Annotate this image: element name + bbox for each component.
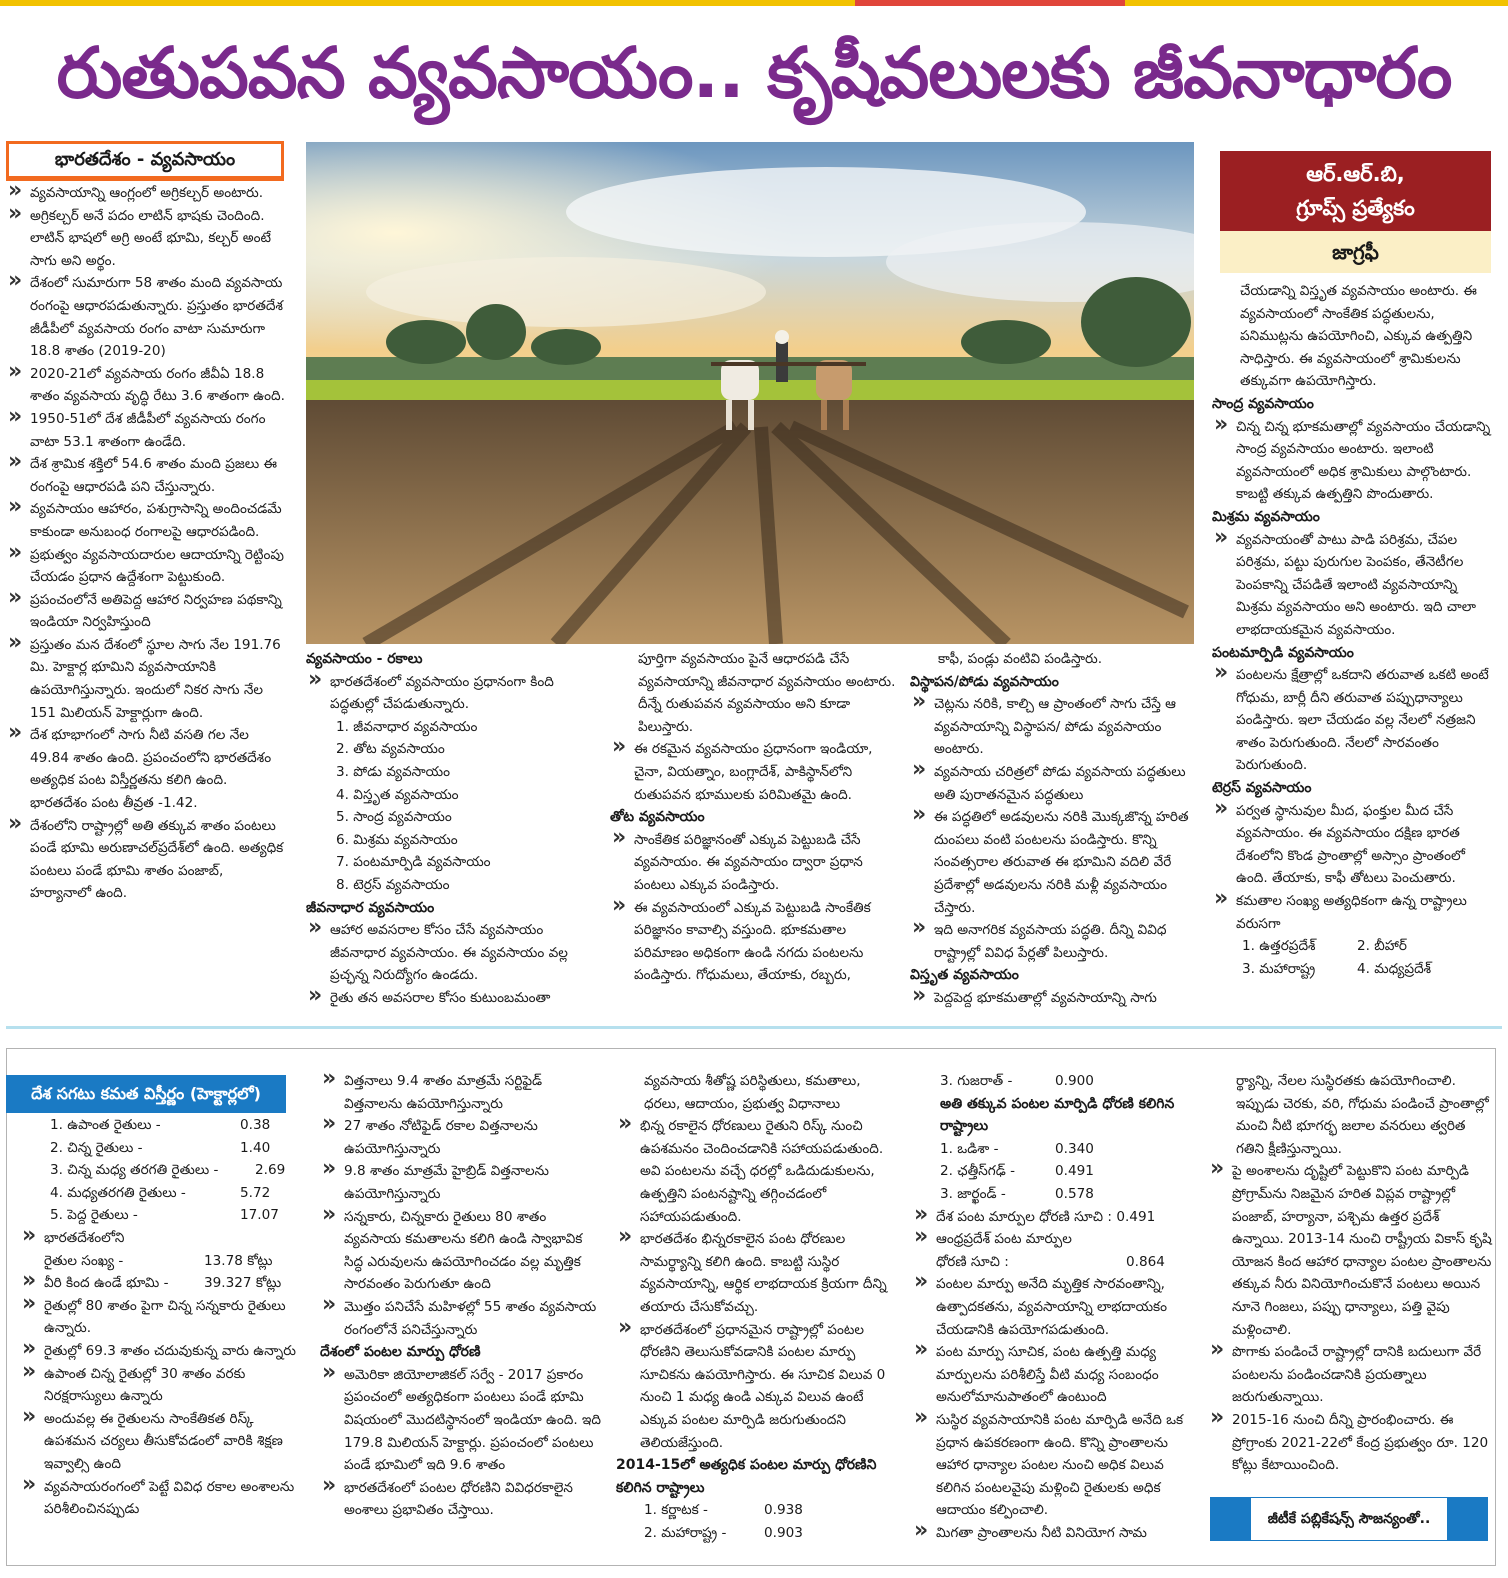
list-item: » భారతదేశంలో పంటల ధోరణిని వివిధరకాలైన అంశాలు ప్రభావితం చేస్తాయి. — [320, 1477, 604, 1522]
avg-holding-size-tag: దేశ సగటు కమత విస్తీర్ణం (హెక్టార్లలో) — [6, 1075, 286, 1113]
list-item: » భారతదేశంలో ప్రధానమైన రాష్ట్రాల్లో పంటల ధోరణిని తెలుసుకోవడానికి పంటల మార్పు సూచికను ఉపయోగిస్తారు. ఈ సూచిక విలువ 0 నుంచి 1 మధ్య ఉండి ఎక్కువ విలువ ఉంటే ఎక్కువ పంటల మార్పిడి జరుగుతుందని తెలియజేస్తుంది. — [616, 1319, 900, 1455]
list-item: » భారతదేశం భిన్నరకాలైన పంట ధోరణుల సామర్థ్యాన్ని కలిగి ఉంది. కాబట్టి సుస్థిర వ్యవసాయాన్ని, ఆర్థిక లాభదాయక క్రియగా దీన్ని తయారు చేసుకోవచ్చు. — [616, 1228, 900, 1318]
column-crop-diversification — [616, 1070, 900, 1544]
section-heading: తోట వ్యవసాయం — [610, 809, 705, 826]
list-item: » చిన్న చిన్న భూకమతాల్లో వ్యవసాయం చేయడాన్ని సాంద్ర వ్యవసాయం అంటారు. ఇలాంటి వ్యవసాయంలో అధిక శ్రామికులు పాల్గొంటారు. కాబట్టి తక్కువ ఉత్పత్తిని పొందుతారు. — [1212, 416, 1494, 506]
column-india-agriculture — [6, 182, 286, 905]
list-item: » మొత్తం పనిచేసే మహిళల్లో 55 శాతం వ్యవసాయ రంగంలోనే పనిచేస్తున్నారు — [320, 1296, 604, 1341]
table-row: 3. జార్ఖండ్ - 0.578 — [940, 1185, 1094, 1202]
list-item: » ఈ రకమైన వ్యవసాయం ప్రధానంగా ఇండియా, చైనా, వియత్నాం, బంగ్లాదేశ్, పాకిస్థాన్‌లోని రుతుపవన భూములకు పరిమితమై ఉంది. — [610, 738, 896, 806]
type-item: 7. పంటమార్పిడి వ్యవసాయం — [336, 854, 491, 871]
list-item: » 2015-16 నుంచి దీన్ని ప్రారంభించారు. ఈ ప్రోగ్రాంకు 2021-22లో కేంద్ర ప్రభుత్వం రూ. 120 కోట్లు కేటాయించింది. — [1208, 1409, 1492, 1477]
list-item: » వ్యవసాయంతో పాటు పాడి పరిశ్రమ, చేపల పరిశ్రమ, పట్టు పురుగుల పెంపకం, తేనెటీగల పెంపకాన్ని చేపడితే ఇలాంటి వ్యవసాయాన్ని మిశ్రమ వ్యవసాయం అని అంటారు. ఇది చాలా లాభదాయకమైన వ్యవసాయం. — [1212, 529, 1494, 642]
table-row: 4. మధ్యతరగతి రైతులు - 5.72 — [50, 1184, 271, 1201]
list-item: » భిన్న రకాలైన ధోరణులు రైతుని రిస్క్ నుంచి ఉపశమనం చెందించడానికి సహాయపడుతుంది. అవి పంటలను వచ్చే ధరల్లో ఒడిదుడుకులను, ఉత్పత్తిని పంటనష్టాన్ని తగ్గించడంలో సహాయపడుతుంది. — [616, 1115, 900, 1228]
list-item: » ఇది అనాగరిక వ్యవసాయ పద్ధతి. దీన్ని వివిధ రాష్ట్రాల్లో వివిధ పేర్లతో పిలుస్తారు. — [910, 919, 1196, 964]
list-item: » 2020-21లో వ్యవసాయ రంగం జీవీఏ 18.8 శాతం వ్యవసాయ వృద్ధి రేటు 3.6 శాతంగా ఉంది. — [6, 363, 286, 408]
list-item: » దేశంలోని రాష్ట్రాల్లో అతి తక్కువ శాతం పంటలు పండే భూమి అరుణాచల్‌ప్రదేశ్‌లో ఉంది. అత్యధిక పంటలు పండే భూమి శాతం పంజాబ్, హర్యానాలో ఉంది. — [6, 815, 286, 905]
table-row: 1. ఉపాంత రైతులు - 0.38 — [50, 1117, 271, 1133]
column-agriculture-types — [306, 648, 596, 1010]
list-item: » పై అంశాలను దృష్టిలో పెట్టుకొని పంట మార్పిడి ప్రోగ్రామ్‌ను నిజమైన హరిత విప్లవ రాష్ట్రాల్లో పంజాబ్, హర్యానా, పశ్చిమ ఉత్తర ప్రదేశ్ ఉన్నాయి. 2013-14 నుంచి రాష్ట్రీయ వికాస్ కృషి యోజన కింద ఆహార ధాన్యాల పంటల ప్రాంతాలను తక్కువ నీరు వినియోగించుకొనే పంటలు అయిన నూనె గింజలు, పప్పు ధాన్యాలు, పత్తి వైపు మళ్లించాలి. — [1208, 1160, 1492, 1341]
list-item: » వ్యవసాయరంగంలో పెట్టే వివిధ రకాల అంశాలను పరిశీలించినప్పుడు — [20, 1476, 300, 1521]
list-item: » ఆహార అవసరాల కోసం చేసే వ్యవసాయం జీవనాధార వ్యవసాయం. ఈ వ్యవసాయం వల్ల ప్రచ్ఛన్న నిరుద్యోగం ఉండదు. — [306, 919, 596, 987]
list-item: » వ్యవసాయం ఆహారం, పశుగ్రాసాన్ని అందించడమే కాకుండా అనుబంధ రంగాలపై ఆధారపడింది. — [6, 498, 286, 543]
column-crop-programme — [1208, 1070, 1492, 1477]
list-item: » దేశ శ్రామిక శక్తిలో 54.6 శాతం మంది ప్రజలు ఈ రంగంపై ఆధారపడి పని చేస్తున్నారు. — [6, 453, 286, 498]
list-item: » విత్తనాలు 9.4 శాతం మాత్రమే సర్టిఫైడ్ విత్తనాలను ఉపయోగిస్తున్నారు — [320, 1070, 604, 1115]
top-red-accent — [855, 0, 1125, 6]
section-heading: టెర్రస్ వ్యవసాయం — [1212, 780, 1312, 797]
list-item: » పంటల మార్పు అనేది మృత్తిక సారవంతాన్ని, ఉత్పాదకతను, వ్యవసాయాన్ని లాభదాయకం చేయడానికి ఉపయోగపడుతుంది. — [912, 1273, 1198, 1341]
paragraph: వ్యవసాయ శీతోష్ణ పరిస్థితులు, కమతాలు, ధరలు, ఆదాయం, ప్రభుత్వ విధానాలు — [644, 1073, 861, 1112]
list-item: » 1950-51లో దేశ జీడీపీలో వ్యవసాయ రంగం వాటా 53.1 శాతంగా ఉండేది. — [6, 408, 286, 453]
type-item: 6. మిశ్రమ వ్యవసాయం — [336, 831, 458, 848]
list-item: » భారతదేశంలో వ్యవసాయం ప్రధానంగా కింది పద్ధతుల్లో చేపడుతున్నారు. — [306, 671, 596, 716]
list-item: » ప్రపంచంలోనే అతిపెద్ద ఆహార నిర్వహణ పథకాన్ని ఇండియా నిర్వహిస్తుంది — [6, 589, 286, 634]
section-heading: సాంద్ర వ్యవసాయం — [1212, 395, 1314, 412]
column-seeds-crop-pattern — [320, 1070, 604, 1522]
table-row: 5. పెద్ద రైతులు - 17.07 — [50, 1207, 279, 1224]
column-crop-index — [912, 1070, 1198, 1544]
table-row: 2. ఛత్తీస్‌గఢ్ - 0.491 — [940, 1163, 1094, 1180]
type-item: 4. విస్తృత వ్యవసాయం — [336, 786, 459, 803]
list-item: » ఉపాంత చిన్న రైతుల్లో 30 శాతం వరకు నిరక్షరాస్యులు ఉన్నారు — [20, 1363, 300, 1408]
list-item: » ప్రభుత్వం వ్యవసాయదారుల ఆదాయాన్ని రెట్టింపు చేయడం ప్రధాన ఉద్దేశంగా పెట్టుకుంది. — [6, 544, 286, 589]
list-item: » ఈ వ్యవసాయంలో ఎక్కువ పెట్టుబడి సాంకేతిక పరిజ్ఞానం కావాల్సి వస్తుంది. భూకమతాల పరిమాణం అధికంగా ఉండి నగదు పంటలను పండిస్తారు. గోధుమలు, తేయాకు, రబ్బరు, — [610, 897, 896, 987]
column-shifting-extensive — [910, 648, 1196, 1010]
type-item: 3. పోడు వ్యవసాయం — [336, 763, 451, 780]
list-item: » పొగాకు పండించే రాష్ట్రాల్లో దానికి బదులుగా వేరే పంటలను పండించడానికి ప్రయత్నాలు జరుగుతున్నాయి. — [1208, 1341, 1492, 1409]
column-subsistence-plantation — [610, 648, 896, 987]
table-row: » వీరి కింద ఉండే భూమి - 39.327 కోట్లు — [20, 1272, 300, 1295]
farm-field-illustration — [306, 142, 1194, 644]
section-heading: పంటమార్పిడి వ్యవసాయం — [1212, 644, 1354, 661]
credit-accent-left — [1211, 1498, 1251, 1540]
list-item: » ప్రస్తుతం మన దేశంలో స్థూల సాగు నేల 191.76 మి. హెక్టార్ల భూమిని వ్యవసాయానికి ఉపయోగిస్తున్నారు. ఇందులో నికర సాగు నేల 151 మిలియన్ హెక్టార్లుగా ఉంది. — [6, 634, 286, 724]
section-heading: విస్తృత వ్యవసాయం — [910, 967, 1019, 984]
list-item: » దేశ భూభాగంలో సాగు నీటి వసతి గల నేల 49.84 శాతం ఉంది. ప్రపంచంలోని భారతదేశం అత్యధిక పంట విస్తీర్ణతను కలిగి ఉంది. భారతదేశం పంట తీవ్రత -1.42. — [6, 724, 286, 814]
list-item: » వ్యవసాయ చరిత్రలో పోడు వ్యవసాయ పద్ధతులు అతి పురాతనమైన పద్ధతులు — [910, 761, 1196, 806]
section-heading: విస్థాపన/పోడు వ్యవసాయం — [910, 673, 1059, 690]
list-item: » పర్వత స్థానువుల మీద, ఫంక్తుల మీద చేసే వ్యవసాయం. ఈ వ్యవసాయం దక్షిణ భారత దేశంలోని కొండ ప్రాంతాల్లో అస్సాం ప్రాంతంలో ఉంది. తేయాకు, కాఫీ తోటలు పెంచుతారు. — [1212, 800, 1494, 890]
section-divider — [6, 1026, 1502, 1029]
table-row: 2. మహారాష్ట్ర - 0.903 — [644, 1524, 803, 1541]
paragraph: చేయడాన్ని విస్తృత వ్యవసాయం అంటారు. ఈ వ్యవసాయంలో సాంకేతిక పద్ధతులను, పనిముట్లను ఉపయోగించి, ఎక్కువ ఉత్పత్తిని సాధిస్తారు. ఈ వ్యవసాయంలో శ్రామికులను తక్కువగా ఉపయోగిస్తారు. — [1240, 283, 1477, 390]
list-item: » రైతుల్లో 80 శాతం పైగా చిన్న సన్నకారు రైతులు ఉన్నారు. — [20, 1295, 300, 1340]
list-item: » పంట మార్పు సూచిక, పంట ఉత్పత్తి మధ్య మార్పులను పరిశీలిస్తే వీటి మధ్య సంబంధం అనులోమానుపాతంలో ఉంటుంది — [912, 1341, 1198, 1409]
type-item: 2. తోట వ్యవసాయం — [336, 741, 445, 758]
list-item: » పెద్దపెద్ద భూకమతాల్లో వ్యవసాయాన్ని సాగు — [910, 987, 1196, 1010]
paragraph: ర్థ్యాన్ని, నేలల సుస్థిరతకు ఉపయోగించాలి. ఇప్పుడు చెరకు, వరి, గోధుమ పండించే ప్రాంతాల్లో మంచి నీటి భూగర్భ జలాల వనరులు త్వరిత గతిని క్షీణిస్తున్నాయి. — [1236, 1073, 1489, 1157]
paragraph: పూర్తిగా వ్యవసాయం పైనే ఆధారపడి చేసే వ్యవసాయాన్ని జీవనాధార వ్యవసాయం అంటారు. దీన్నే రుతుపవన వ్యవసాయం అని కూడా పిలుస్తారు. — [638, 651, 896, 735]
table-row: 2. చిన్న రైతులు - 1.40 — [50, 1139, 271, 1156]
list-item: » చెట్లను నరికి, కాల్చి ఆ ప్రాంతంలో సాగు చేస్తే ఆ వ్యవసాయాన్ని విస్థాపన/ పోడు వ్యవసాయం అంటారు. — [910, 693, 1196, 761]
list-item: » అమెరికా జియోలాజికల్ సర్వే - 2017 ప్రకారం ప్రపంచంలో అత్యధికంగా పంటలు పండే భూమి విషయంలో మొదటిస్థానంలో ఇండియా ఉంది. ఇది 179.8 మిలియన్ హెక్టార్లు. ప్రపంచంలో పంటలు పండే భూమిలో ఇది 9.6 శాతం — [320, 1364, 604, 1477]
column-farming-types-right — [1212, 280, 1494, 980]
list-item: » సుస్థిర వ్యవసాయానికి పంట మార్పిడి అనేది ఒక ప్రధాన ఉపకరణంగా ఉంది. కొన్ని ప్రాంతాలను ఆహార ధాన్యాల పంటల నుంచి అధిక విలువ కలిగిన పంటలవైపు మళ్లించి రైతులకు అధిక ఆదాయం కల్పించాలి. — [912, 1409, 1198, 1522]
table-row: 1. కర్ణాటక - 0.938 — [644, 1502, 803, 1519]
list-item: » అగ్రికల్చర్ అనే పదం లాటిన్ భాషకు చెందింది. లాటిన్ భాషలో అగ్రి అంటే భూమి, కల్చర్ అంటే సాగు అని అర్థం. — [6, 205, 286, 273]
list-item: » సాంకేతిక పరిజ్ఞానంతో ఎక్కువ పెట్టుబడి చేసే వ్యవసాయం. ఈ వ్యవసాయం ద్వారా ప్రధాన పంటలు ఎక్కువ పండిస్తారు. — [610, 829, 896, 897]
table-row: 3. చిన్న మధ్య తరగతి రైతులు - 2.69 — [50, 1162, 286, 1179]
list-item: » కమతాల సంఖ్య అత్యధికంగా ఉన్న రాష్ట్రాలు వరుసగా — [1212, 890, 1494, 935]
section-tag-india-agriculture: భారతదేశం - వ్యవసాయం — [6, 141, 284, 181]
list-item: » సన్నకారు, చిన్నకారు రైతులు 80 శాతం వ్యవసాయ కమతాలను కలిగి ఉండి స్వాభావిక సిద్ధ ఎరువులను ఉపయోగించడం వల్ల మృత్తిక సారవంతం పెరుగుతూ ఉంది — [320, 1206, 604, 1296]
table-row: ధోరణి సూచి : 0.864 — [936, 1253, 1165, 1270]
rrb-groups-special-banner: ఆర్.ఆర్.బి, గ్రూప్స్ ప్రత్యేకం — [1220, 151, 1491, 231]
list-item: » దేశంలో సుమారుగా 58 శాతం మంది వ్యవసాయ రంగంపై ఆధారపడుతున్నారు. ప్రస్తుతం భారతదేశ జీడీపీలో వ్యవసాయ రంగం వాటా సుమారుగా 18.8 శాతం (2019-20) — [6, 272, 286, 362]
table-row: రైతుల సంఖ్య - 13.78 కోట్లు — [44, 1252, 273, 1269]
section-heading: వ్యవసాయం - రకాలు — [306, 651, 423, 667]
section-heading: మిశ్రమ వ్యవసాయం — [1212, 508, 1320, 525]
list-item: » అందువల్ల ఈ రైతులను సాంకేతికత రిస్క్ ఉపశమన చర్యలు తీసుకోవడంలో వారికి శిక్షణ ఇవ్వాల్సి ఉంది — [20, 1408, 300, 1476]
type-item: 1. జీవనాధార వ్యవసాయం — [336, 718, 478, 735]
credit-accent-right — [1447, 1498, 1487, 1540]
list-item: » పంటలను క్షేత్రాల్లో ఒకదాని తరువాత ఒకటి అంటే గోధుమ, బార్లీ దీని తరువాత పప్పుధాన్యాలు పండిస్తారు. ఇలా చేయడం వల్ల నేలలో నత్రజని శాతం పెరుగుతుంది. నేలలో సారవంతం పెరుగుతుంది. — [1212, 664, 1494, 777]
section-heading: దేశంలో పంటల మార్పు ధోరణి — [320, 1344, 481, 1361]
list-item: » 9.8 శాతం మాత్రమే హైబ్రిడ్ విత్తనాలను ఉపయోగిస్తున్నారు — [320, 1160, 604, 1205]
list-item: » భారతదేశంలోని — [20, 1227, 300, 1250]
list-item: » ఈ పద్ధతిలో అడవులను నరికి మొక్కజొన్న హరిత దుంపలు వంటి పంటలను పండిస్తారు. కొన్ని సంవత్సరాల తరువాత ఈ భూమిని వదిలి వేరే ప్రదేశాల్లో అడవులను నరికి మళ్లీ వ్యవసాయం చేస్తారు. — [910, 806, 1196, 919]
list-item: » ఆంధ్రప్రదేశ్ పంట మార్పుల — [912, 1228, 1198, 1251]
publication-credit-box — [1210, 1497, 1488, 1541]
type-item: 8. టెర్రస్ వ్యవసాయం — [336, 876, 450, 893]
table-row: 3. గుజరాత్ - 0.900 — [940, 1073, 1094, 1089]
list-item: » వ్యవసాయాన్ని ఆంగ్లంలో అగ్రికల్చర్ అంటారు. — [6, 182, 286, 205]
column-holding-size — [20, 1114, 300, 1521]
table-row: 1. ఒడిశా - 0.340 — [940, 1140, 1094, 1157]
list-item: » రైతు తన అవసరాల కోసం కుటుంబమంతా — [306, 987, 596, 1010]
list-item: » మిగతా ప్రాంతాలను నీటి వినియోగ సామ — [912, 1522, 1198, 1545]
section-heading: 2014-15లో అత్యధిక పంటల మార్పు ధోరణిని కలిగిన రాష్ట్రాలు — [616, 1457, 877, 1496]
page-headline: రుతుపవన వ్యవసాయం.. కృషీవలులకు జీవనాధారం — [56, 32, 1452, 114]
states-row: 1. ఉత్తరప్రదేశ్ 2. బీహార్ — [1242, 938, 1407, 955]
states-row: 3. మహారాష్ట్ర 4. మధ్యప్రదేశ్ — [1242, 960, 1432, 977]
top-color-bar — [0, 0, 1508, 6]
credit-text: జీటీకే పబ్లికేషన్స్ సౌజన్యంతో.. — [1267, 1511, 1431, 1527]
subject-geography-label: జాగ్రఫీ — [1220, 231, 1491, 273]
list-item: » 27 శాతం నోటిఫైడ్ రకాల విత్తనాలను ఉపయోగిస్తున్నారు — [320, 1115, 604, 1160]
type-item: 5. సాంద్ర వ్యవసాయం — [336, 809, 452, 826]
section-heading: జీవనాధార వ్యవసాయం — [306, 899, 435, 916]
section-heading: అతి తక్కువ పంటల మార్పిడి ధోరణి కలిగిన రాష్ట్రాలు — [940, 1095, 1175, 1135]
list-item: » దేశ పంట మార్పుల ధోరణి సూచి : 0.491 — [912, 1206, 1198, 1229]
paragraph: కాఫీ, పండ్లు వంటివి పండిస్తారు. — [938, 651, 1103, 667]
list-item: » రైతుల్లో 69.3 శాతం చదువుకున్న వారు ఉన్నారు — [20, 1340, 300, 1363]
farmer-ploughing-photo — [306, 142, 1194, 644]
